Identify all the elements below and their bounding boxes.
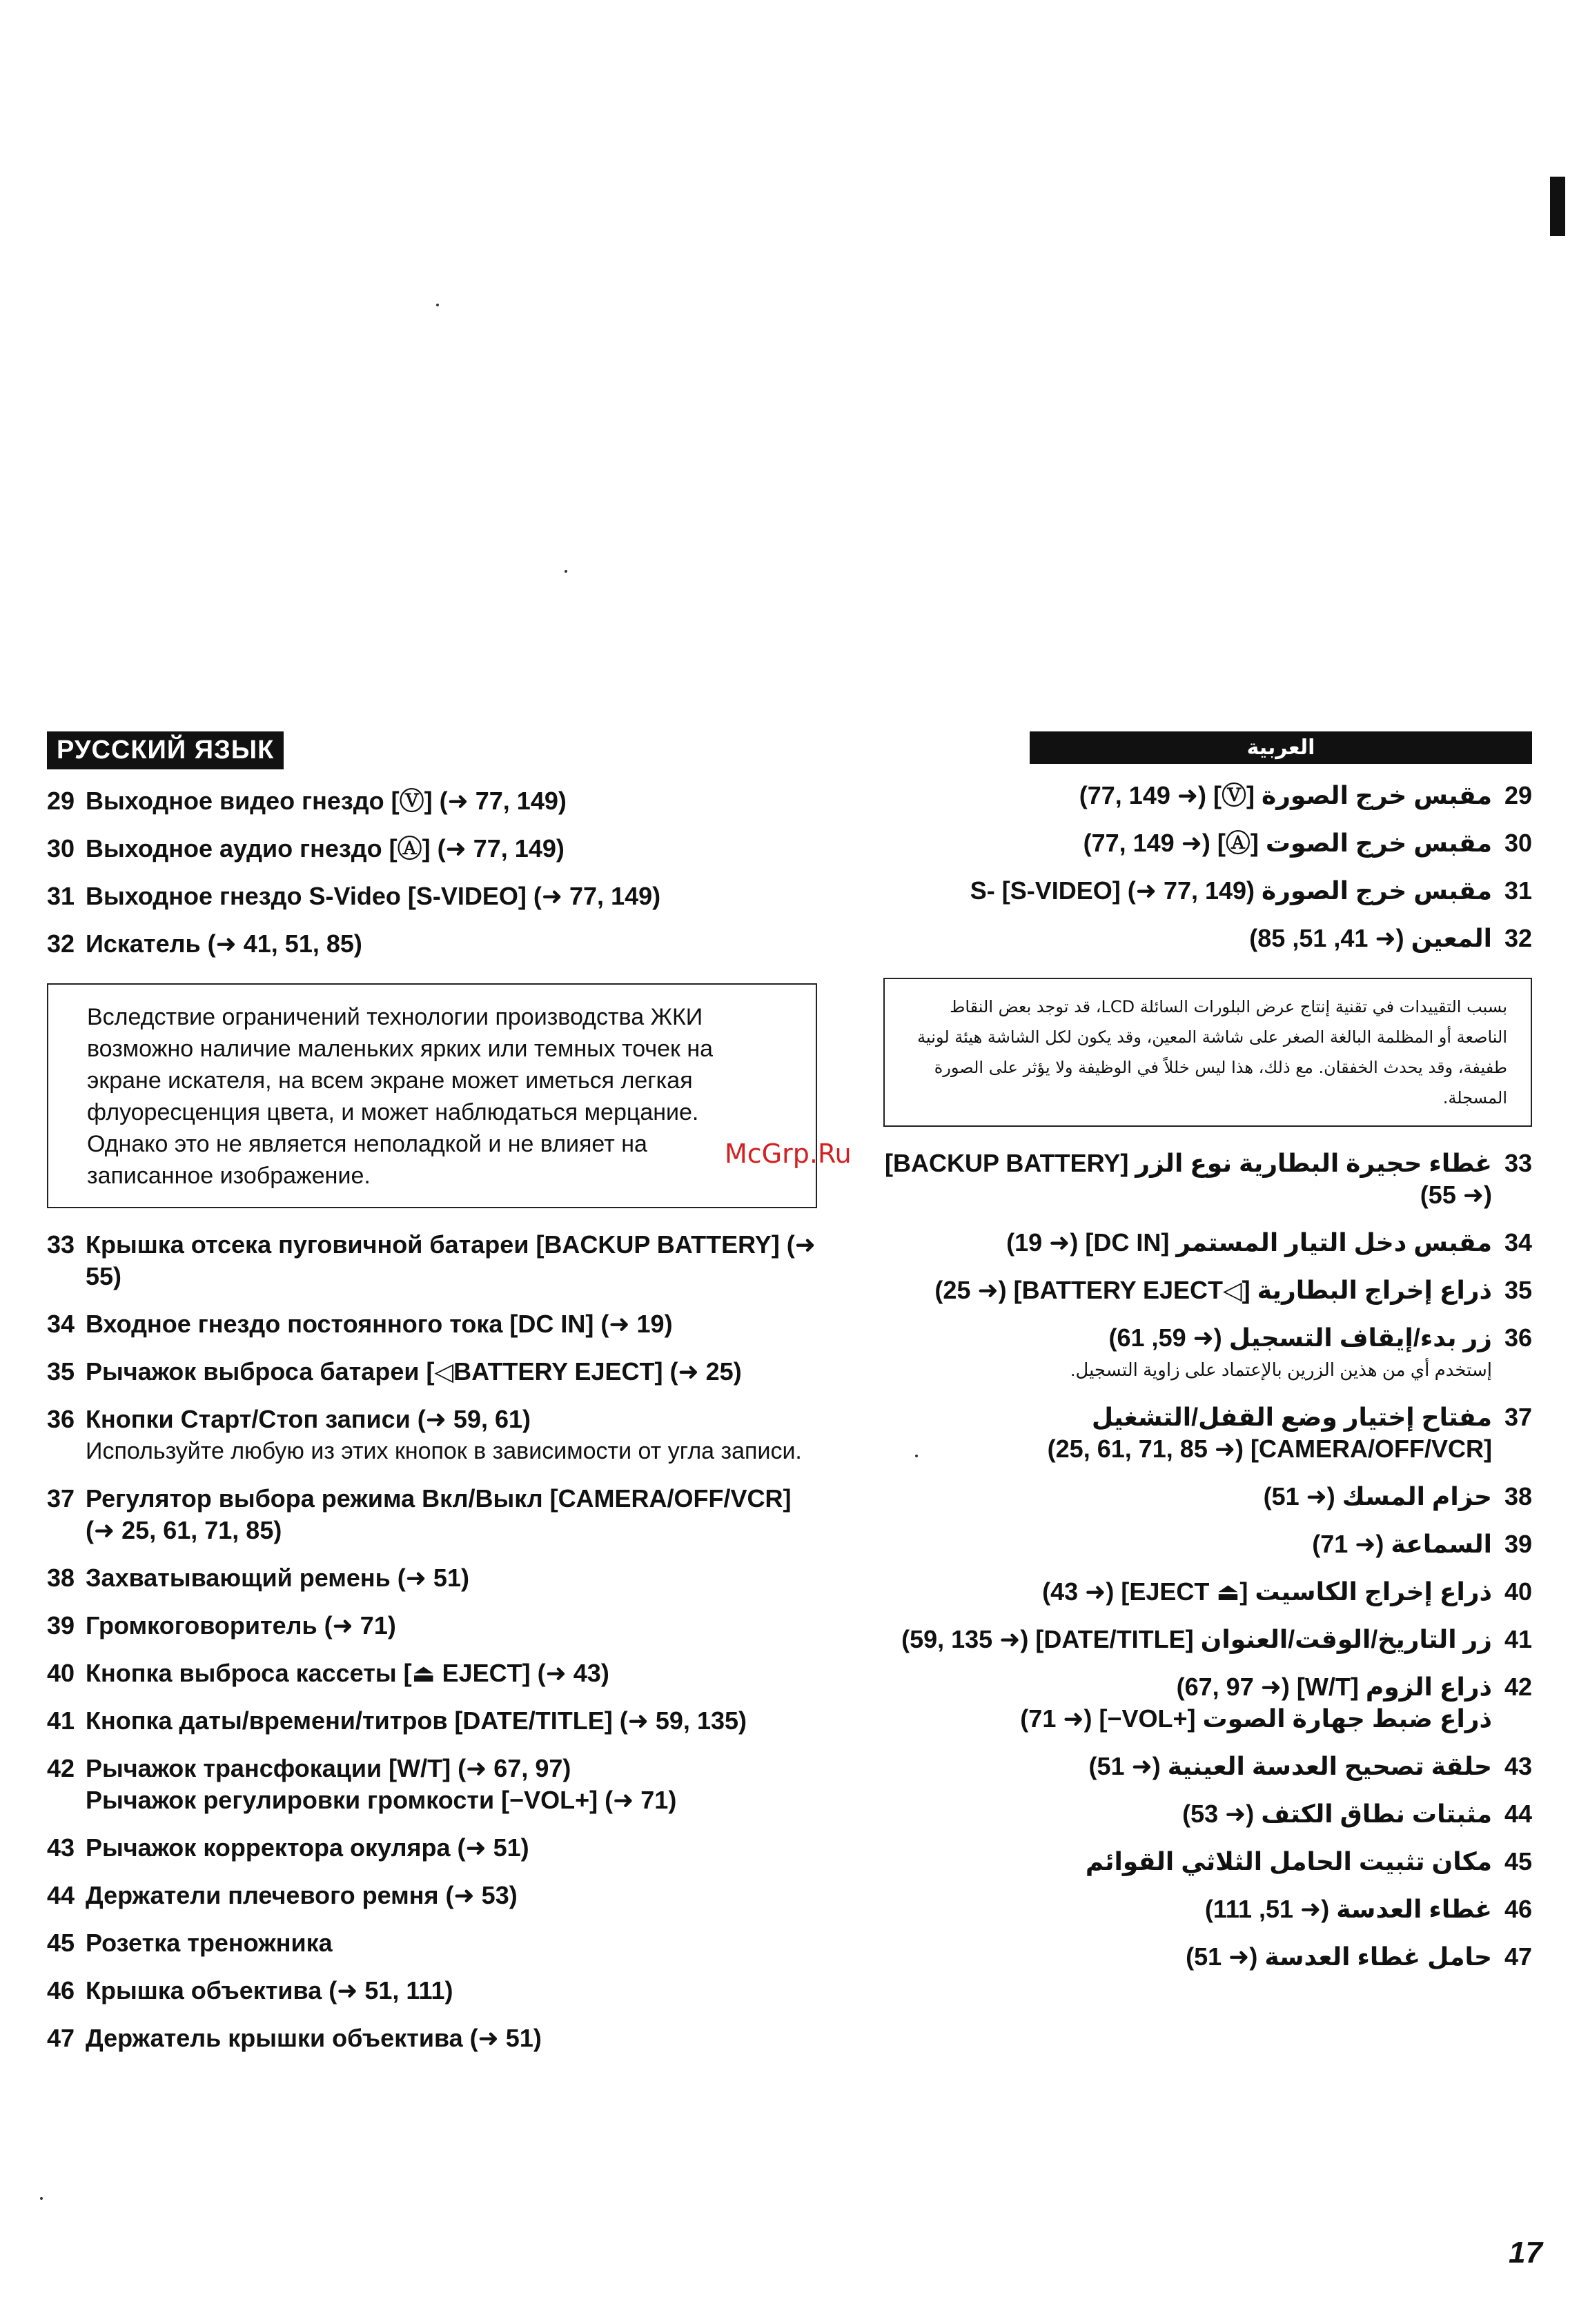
russian-column <box>47 731 820 2054</box>
item-number: 38 <box>1504 1482 1532 1510</box>
item-number: 31 <box>47 882 75 910</box>
list-item <box>47 1975 820 2007</box>
arabic-column <box>883 731 1532 1973</box>
item-text: زر التاريخ/الوقت/العنوان [DATE/TITLE] (➜ 59, 135) <box>901 1625 1492 1653</box>
item-subtext: Используйте любую из этих кнопок в зависимости от угла записи. <box>86 1438 802 1464</box>
list-item <box>47 1562 820 1594</box>
thumb-index-tab <box>1550 177 1565 236</box>
item-body <box>86 928 820 960</box>
item-number: 43 <box>1504 1752 1532 1780</box>
item-number: 32 <box>47 929 75 958</box>
item-body <box>883 780 1492 811</box>
item-number: 34 <box>1504 1228 1532 1257</box>
item-body <box>883 1751 1492 1782</box>
list-item <box>47 833 820 865</box>
item-body <box>883 1941 1492 1973</box>
item-text: Кнопка выброса кассеты [⏏ EJECT] (➜ 43) <box>86 1659 609 1687</box>
item-number: 40 <box>47 1659 75 1687</box>
arabic-items-b <box>883 1148 1532 1973</box>
item-body <box>883 1671 1492 1735</box>
item-body <box>883 1893 1492 1925</box>
item-text: Входное гнездо постоянного тока [DC IN] (➜ 19) <box>86 1310 673 1338</box>
item-number: 39 <box>47 1611 75 1639</box>
scan-speck <box>40 2197 43 2200</box>
item-number: 35 <box>1504 1276 1532 1304</box>
item-text: Регулятор выбора режима Вкл/Выкл [CAMERA/OFF/VCR] (➜ 25, 61, 71, 85) <box>86 1484 792 1544</box>
item-body <box>86 1308 820 1340</box>
russian-items-a <box>47 785 820 960</box>
item-number: 33 <box>1504 1149 1532 1177</box>
item-body <box>883 1798 1492 1830</box>
item-text: المعين (➜ 41, 51, 85) <box>1249 924 1492 952</box>
item-body <box>86 1562 820 1594</box>
item-text: ذراع إخراج البطارية [◁BATTERY EJECT] (➜ 25) <box>934 1276 1492 1304</box>
item-text: مفتاح إختيار وضع القفل/التشغيل [CAMERA/OFF/VCR] (➜ 25, 61, 71, 85) <box>1047 1403 1492 1463</box>
list-item <box>883 1751 1532 1782</box>
item-body <box>883 1148 1492 1211</box>
list-item <box>47 1483 820 1546</box>
page-number: 17 <box>1509 2236 1542 2269</box>
russian-items-b <box>47 1229 820 2054</box>
item-body <box>883 875 1492 907</box>
item-text: Рычажок корректора окуляра (➜ 51) <box>86 1833 529 1862</box>
item-text: Громкоговоритель (➜ 71) <box>86 1611 396 1639</box>
item-text: حزام المسك (➜ 51) <box>1263 1482 1492 1510</box>
item-body <box>883 1274 1492 1306</box>
list-item <box>47 880 820 912</box>
list-item <box>47 1705 820 1737</box>
list-item <box>883 1624 1532 1655</box>
list-item <box>47 1657 820 1689</box>
arabic-section-header: العربية <box>1030 731 1532 764</box>
list-item <box>47 785 820 817</box>
item-body <box>883 1846 1492 1878</box>
item-number: 37 <box>1504 1403 1532 1431</box>
item-text: ذراع إخراج الكاسيت [⏏ EJECT] (➜ 43) <box>1042 1577 1492 1606</box>
item-number: 42 <box>47 1754 75 1782</box>
item-number: 42 <box>1504 1673 1532 1701</box>
item-text: Кнопка даты/времени/титров [DATE/TITLE] (➜ 59, 135) <box>86 1706 747 1735</box>
list-item <box>47 1880 820 1911</box>
item-subtext: إستخدم أي من هذين الزرين بالإعتماد على زاوية التسجيل. <box>1070 1359 1492 1380</box>
list-item <box>47 1356 820 1388</box>
list-item <box>883 1846 1532 1878</box>
item-text: Крышка объектива (➜ 51, 111) <box>86 1976 453 2005</box>
item-text: غطاء العدسة (➜ 51, 111) <box>1204 1895 1492 1923</box>
item-number: 37 <box>47 1484 75 1513</box>
item-body <box>883 1624 1492 1655</box>
list-item <box>883 875 1532 907</box>
list-item <box>883 1576 1532 1608</box>
item-body <box>86 1657 820 1689</box>
item-number: 35 <box>47 1357 75 1386</box>
list-item <box>883 1148 1532 1211</box>
list-item <box>47 1404 820 1467</box>
item-body <box>86 1229 820 1292</box>
item-number: 40 <box>1504 1577 1532 1606</box>
list-item <box>883 1893 1532 1925</box>
list-item <box>883 827 1532 859</box>
item-text: Выходное аудио гнездо [Ⓐ] (➜ 77, 149) <box>86 834 565 863</box>
item-body <box>86 880 820 912</box>
list-item <box>883 1671 1532 1735</box>
item-number: 36 <box>47 1405 75 1433</box>
item-body <box>86 1975 820 2007</box>
item-number: 45 <box>47 1929 75 1957</box>
item-body <box>86 1927 820 1959</box>
item-body <box>883 1401 1492 1465</box>
list-item <box>883 1227 1532 1259</box>
item-body <box>883 1528 1492 1560</box>
item-number: 38 <box>47 1564 75 1592</box>
item-body <box>883 1322 1492 1386</box>
item-text: Розетка треножника <box>86 1929 333 1957</box>
item-body <box>86 1356 820 1388</box>
item-body <box>883 1227 1492 1259</box>
watermark: McGrp.Ru <box>725 1139 852 1169</box>
item-number: 44 <box>1504 1800 1532 1828</box>
item-number: 45 <box>1504 1847 1532 1875</box>
list-item <box>47 2022 820 2054</box>
list-item <box>47 1308 820 1340</box>
item-body <box>86 1880 820 1911</box>
item-number: 33 <box>47 1230 75 1259</box>
item-text: Захватывающий ремень (➜ 51) <box>86 1564 469 1592</box>
list-item <box>883 1798 1532 1830</box>
russian-section-header: РУССКИЙ ЯЗЫК <box>47 731 284 769</box>
item-text-line2: Рычажок регулировки громкости [−VOL+] (➜ 71) <box>86 1786 677 1814</box>
item-text: مقبس خرج الصورة S- [S-VIDEO] (➜ 77, 149) <box>970 876 1492 905</box>
list-item <box>883 1528 1532 1560</box>
item-body <box>86 833 820 865</box>
list-item <box>47 1610 820 1642</box>
item-text: Крышка отсека пуговичной батареи [BACKUP BATTERY] (➜ 55) <box>86 1230 816 1290</box>
item-number: 46 <box>47 1976 75 2005</box>
item-text: Кнопки Старт/Стоп записи (➜ 59, 61) <box>86 1405 531 1433</box>
list-item <box>47 1229 820 1292</box>
item-number: 31 <box>1504 876 1532 905</box>
item-text: Искатель (➜ 41, 51, 85) <box>86 929 362 958</box>
item-text: Рычажок трансфокации [W/T] (➜ 67, 97) <box>86 1754 571 1782</box>
item-number: 43 <box>47 1833 75 1862</box>
item-text: السماعة (➜ 71) <box>1312 1530 1492 1558</box>
item-number: 44 <box>47 1881 75 1909</box>
item-body <box>86 1610 820 1642</box>
item-text: زر بدء/إيقاف التسجيل (➜ 59, 61) <box>1108 1323 1492 1352</box>
list-item <box>47 1832 820 1864</box>
list-item <box>883 1401 1532 1465</box>
item-number: 36 <box>1504 1323 1532 1352</box>
item-body <box>86 1753 820 1816</box>
item-number: 47 <box>1504 1942 1532 1971</box>
item-number: 39 <box>1504 1530 1532 1558</box>
arabic-items-a <box>883 780 1532 954</box>
item-number: 29 <box>47 787 75 815</box>
item-body <box>883 1481 1492 1513</box>
item-body <box>883 923 1492 954</box>
item-body <box>883 827 1492 859</box>
arabic-lcd-note: بسبب التقييدات في تقنية إنتاج عرض البلورات السائلة LCD، قد توجد بعض النقاط الناصعة أو المظلمة البالغة الصغر على شاشة المعين، وقد يكون لكل الشاشة هيئة لونية طفيفة، وقد يحدث الخفقان. مع ذلك، هذا ليس خللاً في الوظيفة ولا يؤثر على الصورة المسجلة. <box>883 978 1532 1127</box>
item-text: مكان تثبيت الحامل الثلاثي القوائم <box>1085 1847 1492 1875</box>
item-body <box>883 1576 1492 1608</box>
item-number: 29 <box>1504 781 1532 809</box>
list-item <box>47 1753 820 1816</box>
item-text: مقبس خرج الصورة [Ⓥ] (➜ 77, 149) <box>1079 781 1492 809</box>
item-text: مثبتات نطاق الكتف (➜ 53) <box>1182 1800 1492 1828</box>
list-item <box>883 1941 1532 1973</box>
list-item <box>883 1322 1532 1386</box>
item-text: Выходное видео гнездо [Ⓥ] (➜ 77, 149) <box>86 787 567 815</box>
item-text: ذراع الزوم [W/T] (➜ 67, 97) <box>1176 1673 1492 1701</box>
item-body <box>86 2022 820 2054</box>
item-text: حلقة تصحيح العدسة العينية (➜ 51) <box>1088 1752 1492 1780</box>
item-number: 46 <box>1504 1895 1532 1923</box>
item-number: 32 <box>1504 924 1532 952</box>
item-number: 41 <box>47 1706 75 1735</box>
item-text: مقبس خرج الصوت [Ⓐ] (➜ 77, 149) <box>1083 829 1492 857</box>
list-item <box>883 1481 1532 1513</box>
item-text: Рычажок выброса батареи [◁BATTERY EJECT] (➜ 25) <box>86 1357 742 1386</box>
list-item <box>883 923 1532 954</box>
item-text: Выходное гнездо S-Video [S-VIDEO] (➜ 77, 149) <box>86 882 661 910</box>
item-body <box>86 1404 820 1467</box>
russian-lcd-note: Вследствие ограничений технологии производства ЖКИ возможно наличие маленьких ярких или темных точек на экране искателя, на всем экране может иметься легкая флуоресценция цвета, и может наблюдаться мерцание. Однако это не является неполадкой и не влияет на записанное изображение. <box>47 983 817 1208</box>
item-body <box>86 1705 820 1737</box>
item-body <box>86 785 820 817</box>
item-body <box>86 1483 820 1546</box>
scan-speck <box>436 304 439 306</box>
item-number: 41 <box>1504 1625 1532 1653</box>
item-text: مقبس دخل التيار المستمر [DC IN] (➜ 19) <box>1006 1228 1492 1257</box>
item-text-line2: ذراع ضبط جهارة الصوت [+VOL−] (➜ 71) <box>1020 1704 1492 1733</box>
item-number: 30 <box>1504 829 1532 857</box>
item-text: غطاء حجيرة البطارية نوع الزر [BACKUP BATTERY] (➜ 55) <box>884 1149 1492 1209</box>
item-text: حامل غطاء العدسة (➜ 51) <box>1186 1942 1492 1971</box>
item-text: Держатель крышки объектива (➜ 51) <box>86 2024 542 2052</box>
item-body <box>86 1832 820 1864</box>
item-text: Держатели плечевого ремня (➜ 53) <box>86 1881 518 1909</box>
list-item <box>47 1927 820 1959</box>
list-item <box>883 1274 1532 1306</box>
scan-speck <box>565 570 567 573</box>
list-item <box>883 780 1532 811</box>
item-number: 47 <box>47 2024 75 2052</box>
item-number: 30 <box>47 834 75 863</box>
item-number: 34 <box>47 1310 75 1338</box>
list-item <box>47 928 820 960</box>
